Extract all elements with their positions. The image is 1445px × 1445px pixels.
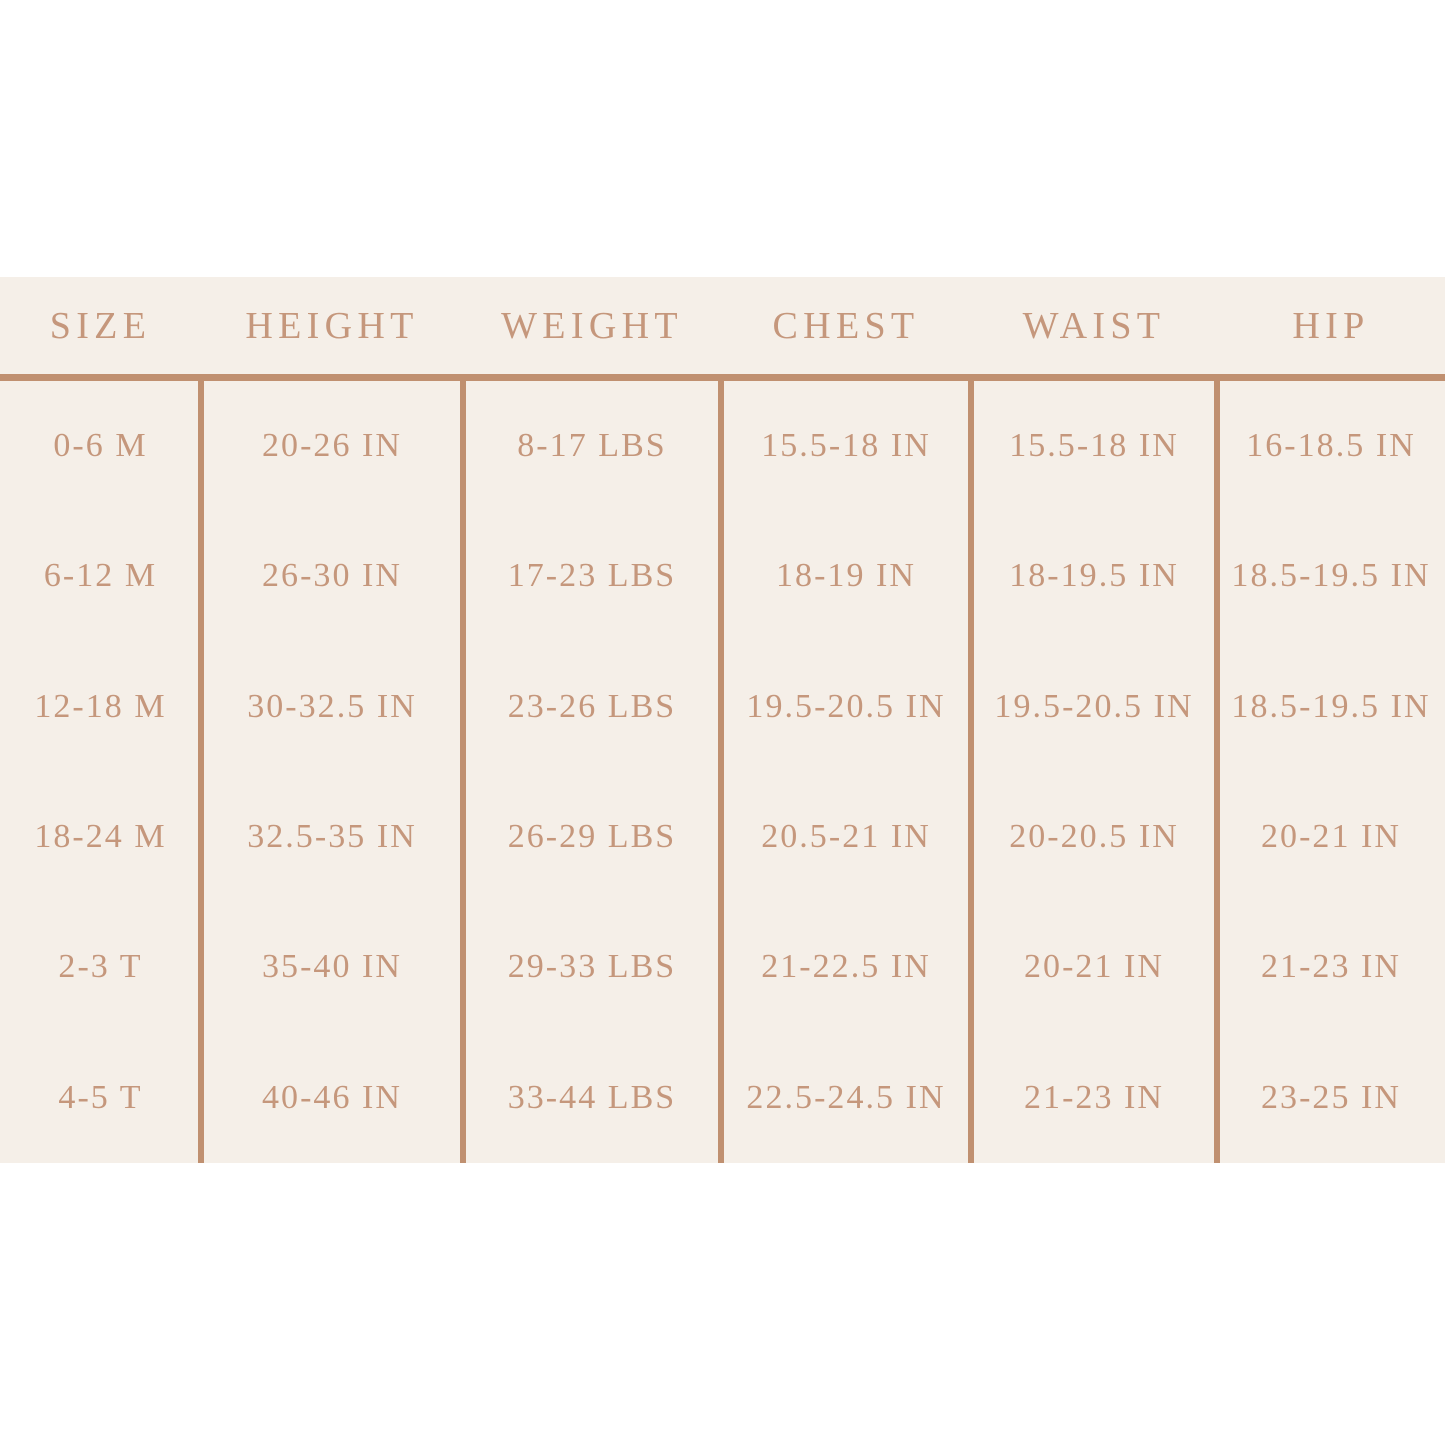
header-cell-height: HEIGHT bbox=[245, 304, 419, 347]
cell-height: 40-46 IN bbox=[261, 1078, 403, 1116]
cell-waist: 20-21 IN bbox=[1023, 948, 1165, 986]
cell-chest: 15.5-18 IN bbox=[761, 427, 931, 465]
header-cell-size: SIZE bbox=[49, 304, 152, 347]
cell-size: 0-6 M bbox=[53, 427, 148, 465]
cell-weight: 29-33 LBS bbox=[507, 948, 677, 986]
cell-size: 6-12 M bbox=[43, 557, 158, 595]
header-cell-waist: WAIST bbox=[1022, 304, 1166, 347]
cell-hip: 23-25 IN bbox=[1260, 1078, 1402, 1116]
cell-hip: 18.5-19.5 IN bbox=[1231, 557, 1431, 595]
cell-chest: 21-22.5 IN bbox=[761, 948, 931, 986]
cell-hip: 20-21 IN bbox=[1260, 818, 1402, 856]
cell-height: 20-26 IN bbox=[261, 427, 403, 465]
table-header-row bbox=[0, 277, 1445, 374]
cell-waist: 18-19.5 IN bbox=[1009, 557, 1179, 595]
header-cell-weight: WEIGHT bbox=[501, 304, 683, 347]
cell-chest: 19.5-20.5 IN bbox=[746, 687, 946, 725]
header-cell-chest: CHEST bbox=[772, 304, 920, 347]
cell-hip: 21-23 IN bbox=[1260, 948, 1402, 986]
cell-weight: 17-23 LBS bbox=[507, 557, 677, 595]
cell-size: 12-18 M bbox=[34, 687, 167, 725]
size-chart-band bbox=[0, 277, 1445, 1163]
cell-height: 32.5-35 IN bbox=[247, 818, 417, 856]
cell-size: 4-5 T bbox=[58, 1078, 143, 1116]
cell-waist: 20-20.5 IN bbox=[1009, 818, 1179, 856]
cell-chest: 20.5-21 IN bbox=[761, 818, 931, 856]
cell-height: 30-32.5 IN bbox=[247, 687, 417, 725]
cell-height: 26-30 IN bbox=[261, 557, 403, 595]
cell-hip: 18.5-19.5 IN bbox=[1231, 687, 1431, 725]
cell-size: 2-3 T bbox=[58, 948, 143, 986]
cell-weight: 26-29 LBS bbox=[507, 818, 677, 856]
size-table-body bbox=[0, 381, 1445, 1163]
cell-chest: 22.5-24.5 IN bbox=[746, 1078, 946, 1116]
header-cell-hip: HIP bbox=[1292, 304, 1370, 347]
cell-height: 35-40 IN bbox=[261, 948, 403, 986]
cell-waist: 15.5-18 IN bbox=[1009, 427, 1179, 465]
cell-weight: 23-26 LBS bbox=[507, 687, 677, 725]
cell-waist: 21-23 IN bbox=[1023, 1078, 1165, 1116]
cell-size: 18-24 M bbox=[34, 818, 167, 856]
cell-weight: 33-44 LBS bbox=[507, 1078, 677, 1116]
cell-hip: 16-18.5 IN bbox=[1246, 427, 1416, 465]
cell-chest: 18-19 IN bbox=[775, 557, 917, 595]
cell-waist: 19.5-20.5 IN bbox=[994, 687, 1194, 725]
cell-weight: 8-17 LBS bbox=[517, 427, 667, 465]
